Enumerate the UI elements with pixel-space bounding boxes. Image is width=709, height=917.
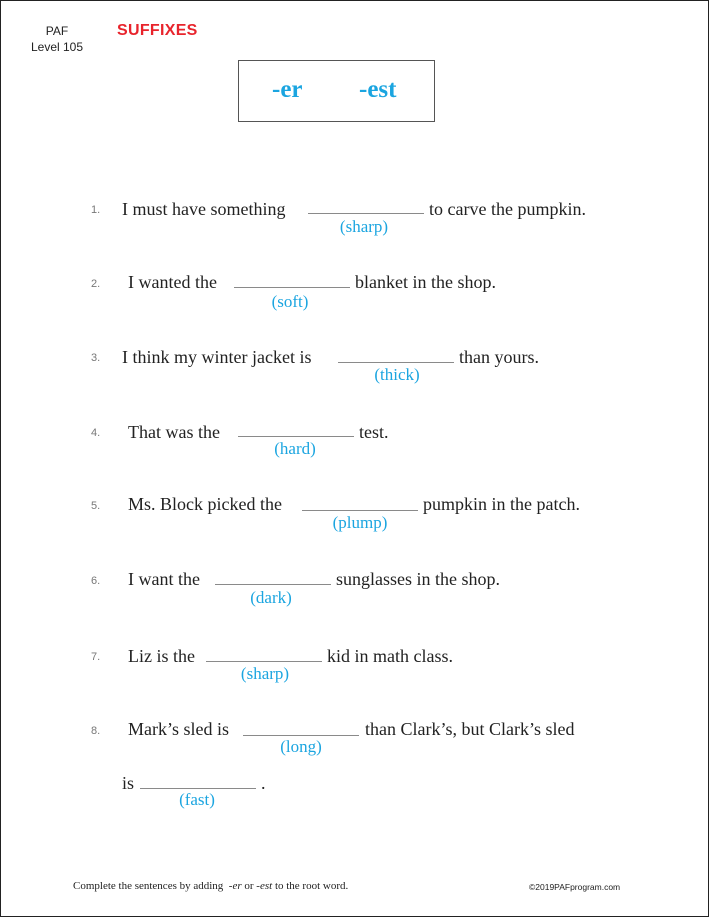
sentence-start: is (122, 773, 135, 793)
suffix-box (238, 60, 435, 122)
item-number: 4. (91, 427, 101, 439)
root-word-hint: (sharp) (240, 664, 290, 683)
instruction-or: or (244, 880, 254, 892)
item-number: 6. (91, 575, 101, 587)
answer-blank[interactable] (302, 510, 418, 511)
sentence-start: I want the (128, 569, 200, 589)
sentence-end: blanket in the shop. (355, 272, 496, 292)
sentence-end: than yours. (459, 347, 539, 367)
answer-blank[interactable] (140, 788, 256, 789)
item-number: 7. (91, 651, 101, 663)
item-number: 8. (91, 725, 101, 737)
sentence-start: I think my winter jacket is (122, 347, 312, 367)
sentence-end: pumpkin in the patch. (423, 494, 580, 514)
item-number: 1. (91, 204, 101, 216)
answer-blank[interactable] (206, 661, 322, 662)
suffix-est: -est (359, 76, 397, 103)
sentence-end: kid in math class. (327, 646, 453, 666)
sentence-start: That was the (128, 422, 220, 442)
instruction-suffix-est: -est (256, 880, 273, 892)
root-word-hint: (dark) (250, 588, 292, 607)
item-number: 3. (91, 352, 101, 364)
instruction-end: to the root word. (274, 880, 349, 892)
sentence-end: . (261, 773, 266, 793)
page-title: SUFFIXES (117, 22, 198, 39)
sentence-end: than Clark’s, but Clark’s sled (365, 719, 575, 739)
sentence-start: Liz is the (128, 646, 195, 666)
root-word-hint: (sharp) (339, 217, 389, 236)
answer-blank[interactable] (234, 287, 350, 288)
sentence-start: Ms. Block picked the (128, 494, 282, 514)
root-word-hint: (hard) (274, 439, 316, 458)
sentence-start: Mark’s sled is (128, 719, 229, 739)
answer-blank[interactable] (308, 213, 424, 214)
program-label (25, 23, 89, 55)
sentence-start: I wanted the (128, 272, 217, 292)
root-word-hint: (fast) (179, 790, 215, 809)
answer-blank[interactable] (215, 584, 331, 585)
suffix-er: -er (272, 76, 303, 103)
sentence-end: to carve the pumpkin. (429, 199, 586, 219)
instruction-text: Complete the sentences by adding (73, 880, 224, 892)
root-word-hint: (plump) (332, 513, 388, 532)
answer-blank[interactable] (338, 362, 454, 363)
answer-blank[interactable] (243, 735, 359, 736)
instructions (73, 880, 348, 892)
sentence-end: test. (359, 422, 389, 442)
item-number: 2. (91, 278, 101, 290)
copyright: ©2019PAFprogram.com (529, 882, 621, 892)
program-name: PAF (45, 24, 69, 38)
instruction-suffix-er: -er (228, 880, 242, 892)
root-word-hint: (long) (280, 737, 322, 756)
sentence-start: I must have something (122, 199, 286, 219)
sentence-end: sunglasses in the shop. (336, 569, 500, 589)
answer-blank[interactable] (238, 436, 354, 437)
item-number: 5. (91, 500, 101, 512)
root-word-hint: (soft) (271, 292, 309, 311)
root-word-hint: (thick) (374, 365, 420, 384)
program-level: Level 105 (30, 40, 84, 54)
